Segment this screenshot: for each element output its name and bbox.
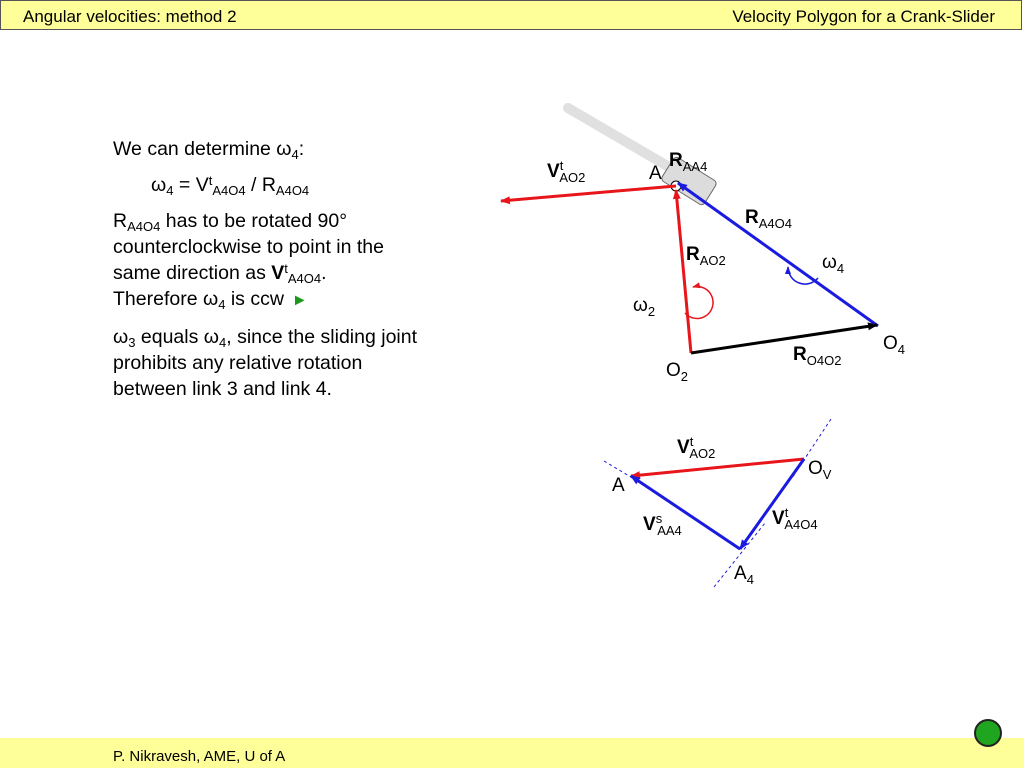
label-A4: $A_4$ xyxy=(734,563,754,587)
omega4-arc-icon xyxy=(788,267,818,284)
rotation-explanation: $R_{A4O4}$ has to be rotated 90° counterclockwise to point in the same direction as $V^t_{A4O4}$. Therefore $\omega_4$ is ccw ► xyxy=(113,210,384,312)
label-R-AA4: $R_{AA4}$ xyxy=(669,150,708,174)
polygon-vector-Vs-AA4 xyxy=(631,476,740,549)
label-O4: $O_4$ xyxy=(883,333,906,357)
label-omega4: $\omega_4$ xyxy=(822,252,845,276)
label-A: A xyxy=(649,163,662,184)
polygon-vector-Vt-AO2 xyxy=(631,459,804,476)
omega2-arc-icon xyxy=(685,286,713,318)
omega3-explanation: $\omega_3$ equals $\omega_4$, since the sliding joint prohibits any relative rotation between link 3 and link 4. xyxy=(113,326,418,400)
label-Ov: $O_V$ xyxy=(808,458,832,482)
polygon-vector-Vt-A4O4 xyxy=(740,459,804,549)
footer-bar xyxy=(0,738,1024,768)
label-O2: $O_2$ xyxy=(666,360,689,384)
label-R-AO2: $R_{AO2}$ xyxy=(686,244,726,268)
slide-title-right: Velocity Polygon for a Crank-Slider xyxy=(732,7,995,26)
label-polygon-A: A xyxy=(612,475,625,496)
vector-R-AO2 xyxy=(676,190,691,353)
slide-title-left: Angular velocities: method 2 xyxy=(23,7,237,26)
label-polygon-Vt-A4O4: $V^t$ A4O4 xyxy=(772,505,818,532)
footer-credit: P. Nikravesh, AME, U of A xyxy=(113,748,286,765)
label-polygon-Vt-AO2: $V^t$ AO2 xyxy=(677,434,716,461)
line-determine-omega4: We can determine $\omega_4$: xyxy=(113,138,305,162)
label-R-A4O4: $R_{A4O4}$ xyxy=(745,207,792,231)
vector-R-O4O2 xyxy=(691,325,877,353)
omega4-equation: $\omega_4 = V^t_{A4O4} / R_{A4O4}$ xyxy=(151,173,310,198)
label-Vt-AO2: $V^t$ AO2 xyxy=(547,158,586,185)
label-omega2: $\omega_2$ xyxy=(633,295,656,319)
next-slide-button[interactable] xyxy=(974,719,1002,747)
label-polygon-Vs-AA4: $V^s$ AA4 xyxy=(643,511,682,538)
play-arrow-icon[interactable]: ► xyxy=(291,292,308,309)
label-R-O4O2: $R_{O4O2}$ xyxy=(793,344,842,368)
vector-Vt-AO2 xyxy=(501,186,676,201)
